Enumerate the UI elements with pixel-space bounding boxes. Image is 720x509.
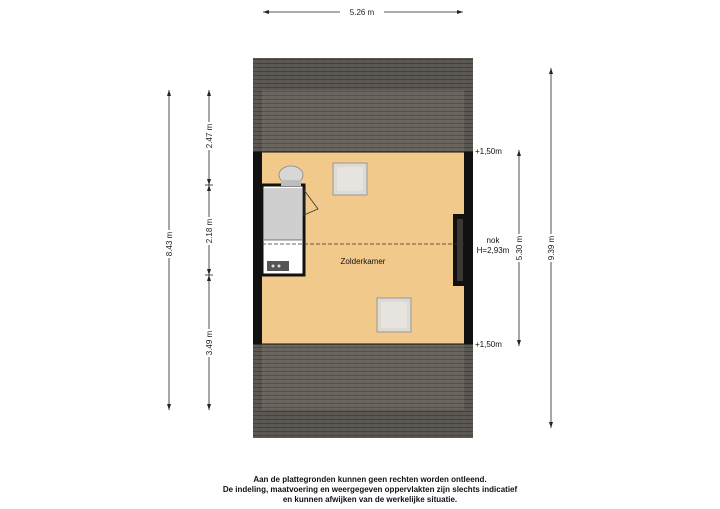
wall-right <box>464 152 473 344</box>
sink-tap-icon <box>278 265 281 268</box>
roof-top-inner <box>262 90 464 152</box>
left-segment-dimensions <box>203 90 215 410</box>
disclaimer-line-1: Aan de plattegronden kunnen geen rechten worden ontleend. <box>253 475 487 484</box>
right-total-dimension <box>545 68 557 428</box>
left-segment-label-2: 2.18 m <box>205 218 214 244</box>
disclaimer-line-2: De indeling, maatvoering en weergegeven oppervlakten zijn slechts indicatief <box>222 485 518 494</box>
right-inner-label: 5.30 m <box>515 235 524 261</box>
skylight-bottom-inner <box>381 302 407 328</box>
room-label: Zolderkamer <box>340 257 386 266</box>
skylight-top-inner <box>337 167 363 191</box>
ridge-label: nok <box>486 236 500 245</box>
left-segment-label-3: 3.49 m <box>205 330 214 356</box>
ridge-height: H=2,93m <box>476 246 510 255</box>
roof-bottom-inner <box>262 344 464 410</box>
shower <box>264 188 302 240</box>
disclaimer <box>160 475 580 505</box>
right-inner-dimension <box>513 150 525 346</box>
right-total-label: 9.39 m <box>547 235 556 261</box>
height-mark-bottom: +1,50m <box>475 340 502 349</box>
left-segment-label-1: 2.47 m <box>205 123 214 149</box>
chimney-inner <box>457 219 463 281</box>
left-total-dimension <box>163 90 175 410</box>
disclaimer-line-3: en kunnen afwijken van de werkelijke situatie. <box>282 495 458 504</box>
sink-tap-icon <box>272 265 275 268</box>
top-width-label: 5.26 m <box>349 8 375 17</box>
toilet-tank <box>281 180 301 186</box>
height-mark-top: +1,50m <box>475 147 502 156</box>
left-total-label: 8.43 m <box>165 231 174 257</box>
top-dimension <box>263 7 463 17</box>
